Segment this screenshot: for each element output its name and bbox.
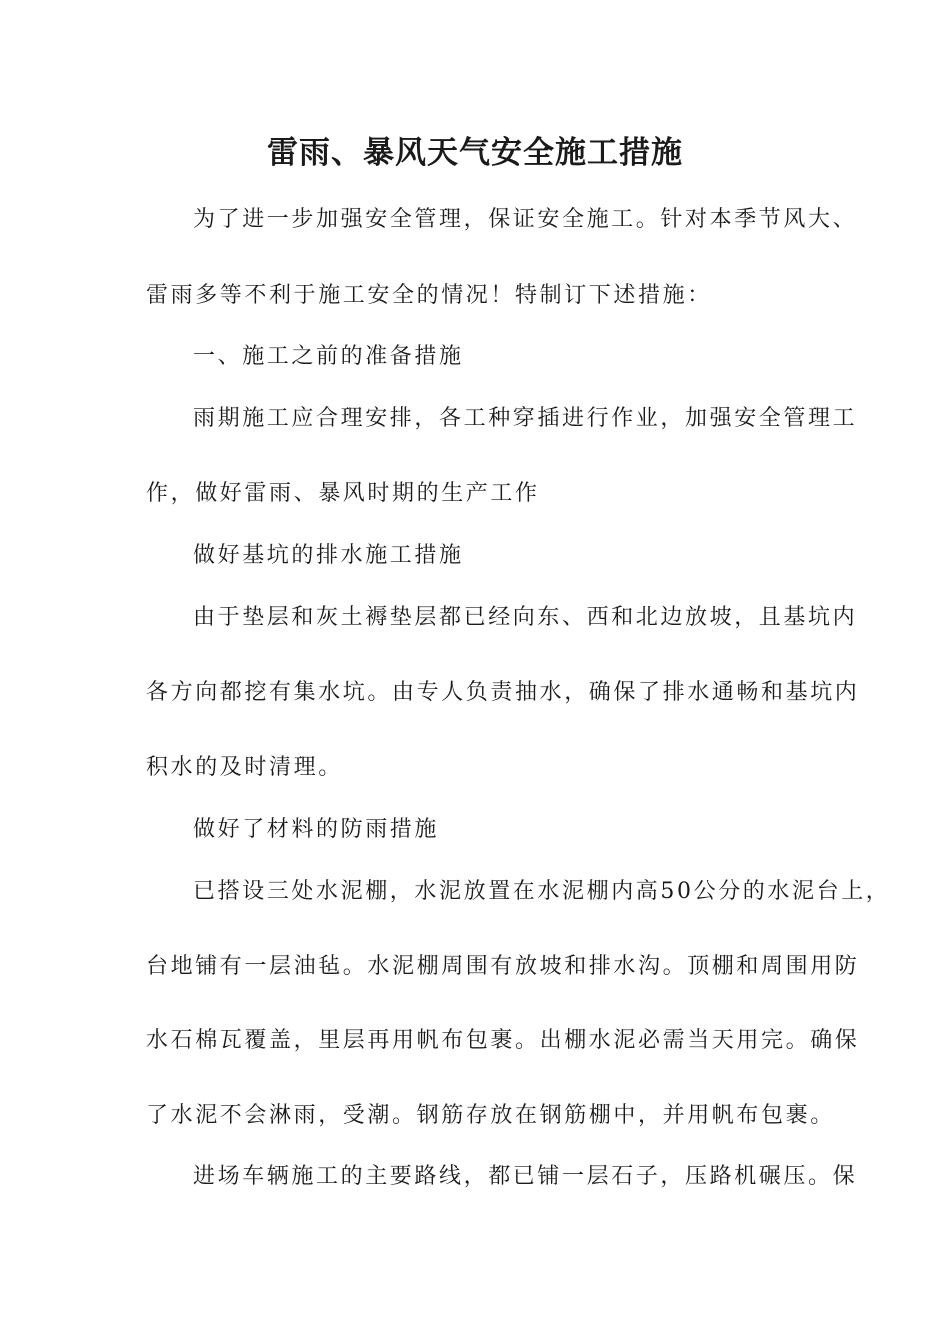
paragraph-line: 作，做好雷雨、暴风时期的生产工作 <box>146 481 540 506</box>
paragraph-line: 为了进一步加强安全管理，保证安全施工。针对本季节风大、 <box>193 207 858 232</box>
paragraph-line: 雨期施工应合理安排，各工种穿插进行作业，加强安全管理工 <box>193 406 858 431</box>
paragraph-line: 各方向都挖有集水坑。由专人负责抽水，确保了排水通畅和基坑内 <box>146 680 860 705</box>
paragraph-line: 了水泥不会淋雨，受潮。钢筋存放在钢筋棚中，并用帆布包裹。 <box>146 1103 835 1128</box>
paragraph-line: 由于垫层和灰土褥垫层都已经向东、西和北边放坡，且基坑内 <box>193 605 858 630</box>
paragraph-line: 水石棉瓦覆盖，里层再用帆布包裹。出棚水泥必需当天用完。确保 <box>146 1028 860 1053</box>
document-title: 雷雨、暴风天气安全施工措施 <box>267 135 683 171</box>
paragraph-line: 积水的及时清理。 <box>146 755 343 780</box>
paragraph-line: 台地铺有一层油毡。水泥棚周围有放坡和排水沟。顶棚和周围用防 <box>146 954 860 979</box>
section-heading: 一、施工之前的准备措施 <box>193 344 464 369</box>
paragraph-line: 进场车辆施工的主要路线，都已铺一层石子，压路机碾压。保 <box>193 1164 858 1189</box>
subheading: 做好了材料的防雨措施 <box>193 817 440 842</box>
paragraph-line: 雷雨多等不利于施工安全的情况！特制订下述措施： <box>146 283 712 308</box>
subheading: 做好基坑的排水施工措施 <box>193 543 464 568</box>
paragraph-line: 已搭设三处水泥棚，水泥放置在水泥棚内高50公分的水泥台上， <box>193 879 891 904</box>
